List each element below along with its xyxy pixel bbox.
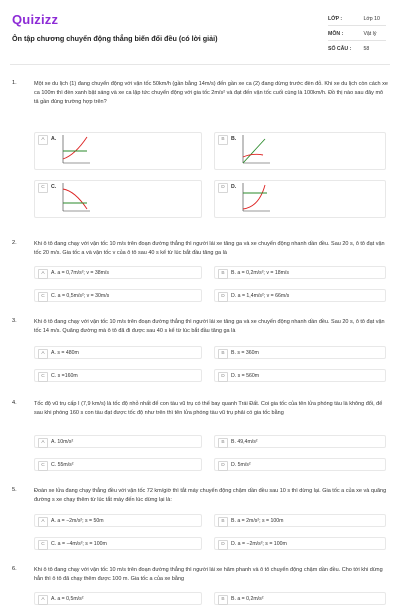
option-text: A. a = 0,7m/s²; v = 38m/s [51,270,109,276]
option-c[interactable] [34,458,202,471]
question-text: Đoàn xe lửa đang chạy thẳng đều với vận tốc 72 km/giờ thì tắt máy chuyển động chậm dần đều sau 10 s thì dừng lại. Gia tốc a của xe và quãng đường s xe chạy thêm từ lúc tắt máy đến lúc dừng lại là: [34,488,387,503]
velocity-graph-c [59,181,91,215]
subject-row [328,31,376,37]
option-d[interactable] [214,458,386,471]
option-a[interactable] [34,514,202,527]
divider [328,25,386,26]
option-letter: C [38,183,48,193]
option-letter: D [218,540,228,550]
option-letter: A [38,438,48,448]
option-label: A. [51,136,57,142]
question-number: 2. [12,240,17,246]
option-letter: A [38,349,48,359]
class-label: LỚP : [328,16,343,22]
option-text: A. a = 0,5m/s² [51,596,84,602]
velocity-graph-b [239,133,271,167]
option-letter: D [218,183,228,193]
option-label: C. [51,184,57,190]
option-letter: B [218,438,228,448]
option-d[interactable] [214,537,386,550]
question-text: Một xe du lịch (1) đang chuyển động với vận tốc 50km/h (gần bằng 14m/s) đến gần xe ca (2) đang dừng trước đèn đỏ. Khi xe du lịch còn cách xe ca 100m thì đèn xanh bật sáng và xe ca lập tức chuyển động với gia tốc 2m/s² và đạt đến vận tốc cuối cùng là 100km/h. Đồ thị nào sau đây mô tả gần đúng trường hợp trên? [34,81,388,105]
option-letter: C [38,540,48,550]
option-letter: B [218,135,228,145]
option-text: D. s = 560m [231,373,260,379]
option-letter: B [218,269,228,279]
option-letter: A [38,595,48,605]
velocity-graph-d [239,181,271,215]
option-text: C. a = −4m/s²; s = 100m [51,541,107,547]
option-letter: B [218,595,228,605]
count-row [328,46,369,52]
question-number: 5. [12,487,17,493]
option-letter: A [38,517,48,527]
option-text: D. 5m/s² [231,462,251,468]
option-text: B. 49,4m/s² [231,439,258,445]
option-b[interactable] [214,346,386,359]
question-text: Khi ô tô đang chạy với vận tốc 10 m/s trên đoạn đường thẳng thì người lái xe tăng ga và xe chuyển động nhanh dần đều. Sau 20 s, ô tô đạt vận tốc 20 m/s. Gia tốc a và vận tốc v của ô tô sau 40 s kể từ lúc bắt đầu tăng ga là [34,241,385,256]
option-text: A. 10m/s² [51,439,74,445]
velocity-graph-a [59,133,91,167]
subject-label: MÔN : [328,31,344,37]
option-text: D. a = 1,4m/s²; v = 66m/s [231,293,290,299]
option-letter: C [38,372,48,382]
option-label: D. [231,184,237,190]
question-text: Khi ô tô đang chạy với vận tốc 10 m/s trên đoạn đường thẳng thì người lái xe tăng ga và xe chuyển động nhanh dần đều. Sau 20 s, ô tô đạt vận tốc 14 m/s. Quãng đường mà ô tô đã đi được sau 40 s kể từ lúc bắt đầu tăng ga là [34,319,385,334]
header [0,0,400,66]
option-b[interactable] [214,435,386,448]
option-text: B. a = 0,2m/s²; v = 18m/s [231,270,289,276]
question-number: 4. [12,400,17,406]
option-c[interactable] [34,289,202,302]
option-b[interactable] [214,592,386,605]
header-divider [10,64,390,65]
option-letter: D [218,372,228,382]
option-letter: B [218,517,228,527]
option-a[interactable] [34,266,202,279]
option-letter: A [38,269,48,279]
option-b[interactable] [214,514,386,527]
option-c[interactable] [34,369,202,382]
option-letter: C [38,461,48,471]
question-text: Khi ô tô đang chạy với vận tốc 10 m/s trên đoạn đường thẳng thì người lái xe hãm phanh và ô tô chuyển động chậm dần đều. Cho tới khi dừng hẳn thì ô tô đã chạy thêm được 100 m. Gia tốc a của xe bằng [34,567,383,582]
count-label: SỐ CÂU : [328,46,352,52]
quizizz-logo: Quizizz [12,12,59,27]
option-letter: D [218,461,228,471]
page-title: Ôn tập chương chuyển động thẳng biến đổi đều (có lời giải) [12,34,218,43]
option-text: B. a = 2m/s²; s = 100m [231,518,284,524]
option-d[interactable] [214,180,386,218]
class-row [328,16,380,22]
option-text: C. s =160m [51,373,78,379]
option-a[interactable] [34,132,202,170]
option-letter: C [38,292,48,302]
option-a[interactable] [34,346,202,359]
option-text: A. s = 480m [51,350,79,356]
option-text: C. 55m/s² [51,462,74,468]
option-text: D. a = −2m/s²; s = 100m [231,541,287,547]
option-text: A. a = −2m/s²; s = 50m [51,518,104,524]
option-b[interactable] [214,266,386,279]
option-letter: B [218,349,228,359]
option-a[interactable] [34,435,202,448]
option-text: B. s = 360m [231,350,259,356]
divider [328,40,386,41]
option-label: B. [231,136,237,142]
question-number: 3. [12,318,17,324]
option-b[interactable] [214,132,386,170]
option-c[interactable] [34,180,202,218]
option-c[interactable] [34,537,202,550]
option-letter: D [218,292,228,302]
option-d[interactable] [214,289,386,302]
option-letter: A [38,135,48,145]
question-number: 1. [12,80,17,86]
option-text: C. a = 0,5m/s²; v = 30m/s [51,293,110,299]
option-a[interactable] [34,592,202,605]
question-number: 6. [12,566,17,572]
class-value: Lớp 10 [363,16,380,22]
option-d[interactable] [214,369,386,382]
count-value: 58 [363,46,370,52]
question-text: Tốc độ vũ trụ cấp I (7,9 km/s) là tốc độ nhỏ nhất để con tàu vũ trụ có thể bay quanh Trái Đất. Coi gia tốc của tên lửa phóng tàu là không đổi, để sau khi phóng 160 s con tàu đạt được tốc độ như trên thì tên lửa phóng tàu vũ trụ phải có gia tốc bằng [34,401,383,416]
option-text: B. a = 0,2m/s² [231,596,264,602]
subject-value: Vật lý [363,31,377,37]
